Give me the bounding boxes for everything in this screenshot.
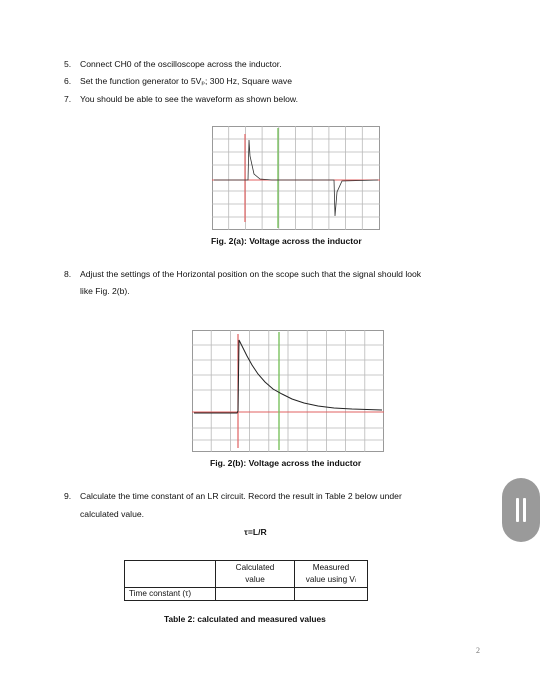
step-8 [64, 268, 484, 297]
scope-frame [213, 127, 380, 230]
header-text: value [245, 575, 265, 584]
measured-value-cell[interactable] [295, 588, 368, 601]
header-text: Measured [312, 563, 350, 572]
page-navigation-handle[interactable] [502, 478, 540, 542]
step-9 [64, 490, 484, 520]
step-7 [64, 93, 298, 105]
step-text-continued: calculated value. [80, 509, 145, 519]
time-constant-formula: τ=L/R [244, 527, 267, 537]
step-number: 8. [64, 269, 72, 279]
table-row [125, 588, 368, 601]
header-text: Calculated [235, 563, 275, 572]
step-number: 9. [64, 491, 72, 501]
table-header-measured [295, 561, 368, 588]
step-text: You should be able to see the waveform as shown below. [80, 94, 299, 104]
step-6 [64, 75, 292, 87]
figure-b-caption: Fig. 2(b): Voltage across the inductor [210, 458, 362, 468]
handle-grip-icon [516, 498, 519, 522]
table-2 [124, 560, 368, 601]
handle-grip-icon [523, 498, 526, 522]
oscilloscope-figure-b [192, 330, 384, 452]
step-text-continued: like Fig. 2(b). [80, 286, 130, 296]
figure-a-caption: Fig. 2(a): Voltage across the inductor [211, 236, 362, 246]
header-text: value using Vₗ [305, 575, 357, 584]
table-2-caption: Table 2: calculated and measured values [164, 614, 326, 624]
table-header-calculated [216, 561, 295, 588]
step-text: Connect CH0 of the oscilloscope across the inductor. [80, 59, 282, 69]
step-text: Set the function generator to 5Vₚ; 300 Hz, Square wave [80, 76, 292, 86]
step-number: 5. [64, 59, 72, 69]
table-header-row [125, 561, 368, 588]
step-text: Adjust the settings of the Horizontal position on the scope such that the signal should look [80, 269, 422, 279]
page-number: 2 [476, 646, 480, 655]
calculated-value-cell[interactable] [216, 588, 295, 601]
step-number: 7. [64, 94, 72, 104]
step-text: Calculate the time constant of an LR circuit. Record the result in Table 2 below under [80, 491, 402, 501]
step-5 [64, 58, 282, 70]
step-number: 6. [64, 76, 72, 86]
oscilloscope-figure-a [212, 126, 380, 230]
row-label: Time constant (τ) [125, 588, 216, 601]
table-empty-cell [125, 561, 216, 588]
